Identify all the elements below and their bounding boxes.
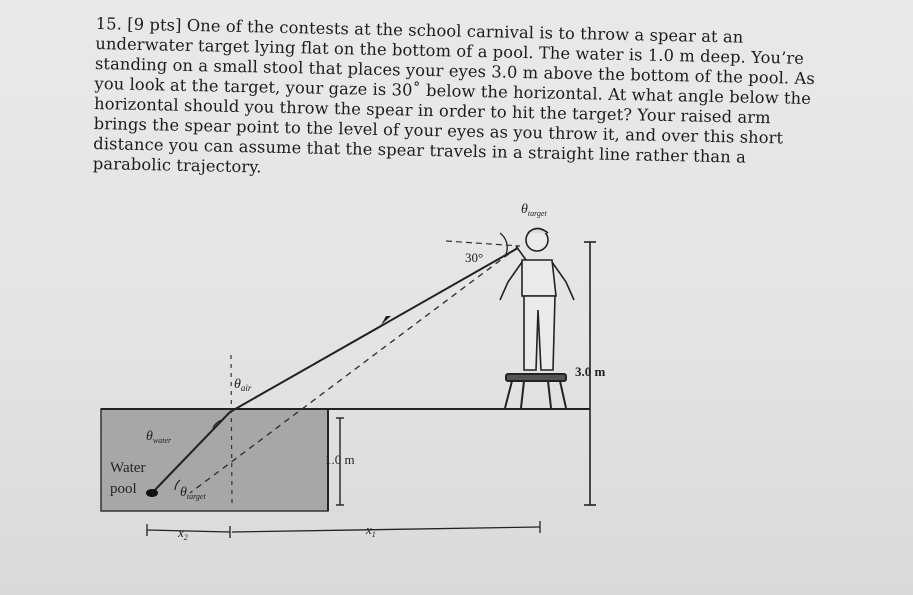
spear-path	[230, 248, 518, 412]
pool-label-line2: pool	[110, 481, 137, 497]
theta-air-label	[234, 377, 252, 393]
theta-symbol: θ	[180, 485, 187, 500]
pool-label-line1: Water	[110, 460, 146, 476]
target	[146, 489, 158, 497]
x2-label: $x_2$	[178, 525, 188, 542]
theta-target-sub: target	[527, 209, 547, 218]
height-label: 3.0 m	[575, 364, 606, 379]
eye-level-line	[446, 241, 520, 246]
theta-target-sub: target	[186, 492, 206, 501]
x1-label: $x_1$	[366, 522, 376, 539]
theta-air-sub: air	[240, 383, 252, 393]
theta-symbol: θ	[234, 377, 241, 392]
problem-text: One of the contests at the school carnival is to throw a spear at an underwater target lying flat on the bottom of a pool. The water is 1.0 m deep. You’re standing on a small stool that places your eyes 3.0 m above the bottom of the pool. As you look at the target, your gaze is 30˚ below the horizontal. At what angle below the horizontal should you throw the spear in order to hit the target? Your raised arm brings the spear point to the level of your eyes as you throw it, and over this short distance you can assume that the spear travels in a straight line rather than a parabolic trajectory.	[92, 15, 815, 177]
problem-number: 15.	[95, 14, 123, 34]
stool	[505, 374, 566, 408]
theta-symbol: θ	[521, 202, 528, 217]
person-figure	[500, 229, 574, 371]
gaze-angle-label: 30°	[465, 250, 484, 265]
theta-water-sub: water	[152, 436, 172, 445]
depth-label: 1.0 m	[325, 452, 355, 467]
theta-symbol: θ	[146, 429, 153, 444]
theta-target-top	[521, 202, 547, 218]
problem-points: [9 pts]	[127, 14, 182, 35]
